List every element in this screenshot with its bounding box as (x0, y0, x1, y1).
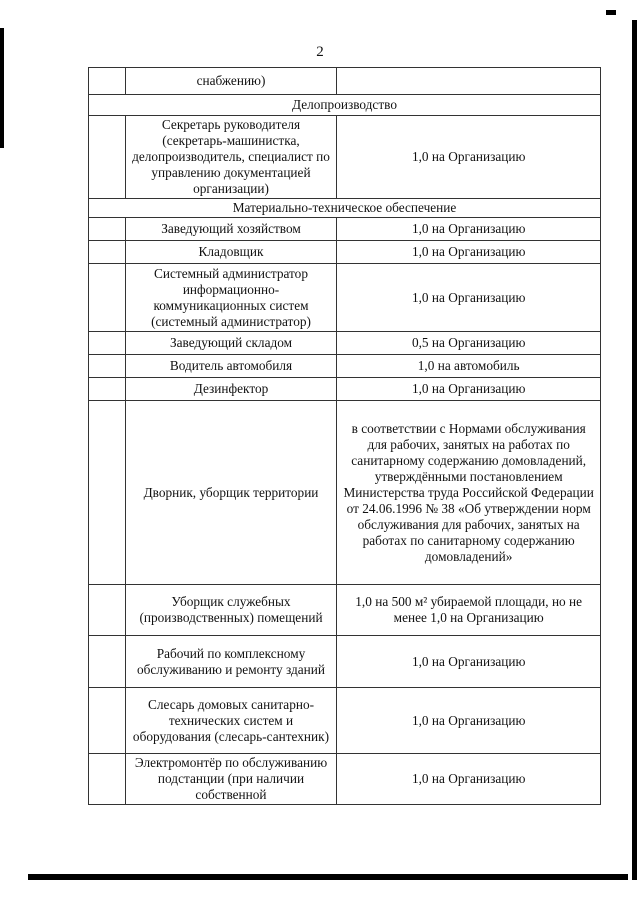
table-row (89, 68, 601, 95)
number-cell (89, 264, 126, 332)
norm-cell: в соответствии с Нормами обслуживания для рабочих, занятых на работах по санитарному содержанию домовладений, утверждёнными постановлением Министерства труда Российской Федерации от 24.06.1996 № 38 «Об утверждении норм обслуживания для рабочих, занятых на работах по санитарному содержанию домовладений» (337, 401, 601, 585)
table-row (89, 116, 601, 199)
number-cell (89, 241, 126, 264)
section-title: Делопроизводство (89, 95, 601, 116)
position-cell: снабжению) (125, 68, 337, 95)
number-cell (89, 401, 126, 585)
norm-cell: 1,0 на Организацию (337, 378, 601, 401)
table-row (89, 241, 601, 264)
norm-cell: 1,0 на Организацию (337, 241, 601, 264)
table-row (89, 754, 601, 805)
table-row (89, 378, 601, 401)
number-cell (89, 585, 126, 636)
table-row (89, 636, 601, 688)
norm-cell: 1,0 на Организацию (337, 116, 601, 199)
table-row (89, 218, 601, 241)
norm-cell: 1,0 на Организацию (337, 264, 601, 332)
position-cell: Уборщик служебных (производственных) помещений (125, 585, 337, 636)
number-cell (89, 332, 126, 355)
number-cell (89, 218, 126, 241)
section-title: Материально-техническое обеспечение (89, 199, 601, 218)
table-row (89, 585, 601, 636)
norm-cell: 1,0 на автомобиль (337, 355, 601, 378)
table-row (89, 688, 601, 754)
position-cell: Системный администратор информационно-коммуникационных систем (системный администратор) (125, 264, 337, 332)
position-cell: Секретарь руководителя (секретарь-машинистка, делопроизводитель, специалист по управлению документацией организации) (125, 116, 337, 199)
section-header-row (89, 95, 601, 116)
norm-cell: 1,0 на Организацию (337, 218, 601, 241)
position-cell: Заведующий хозяйством (125, 218, 337, 241)
position-cell: Водитель автомобиля (125, 355, 337, 378)
table-row (89, 355, 601, 378)
number-cell (89, 355, 126, 378)
norm-cell: 1,0 на 500 м² убираемой площади, но не менее 1,0 на Организацию (337, 585, 601, 636)
scan-edge-mark (606, 10, 616, 15)
number-cell (89, 636, 126, 688)
number-cell (89, 68, 126, 95)
norm-cell: 1,0 на Организацию (337, 754, 601, 805)
table-row (89, 332, 601, 355)
scan-edge-mark (28, 874, 628, 880)
norm-cell (337, 68, 601, 95)
section-header-row (89, 199, 601, 218)
scan-edge-mark (632, 20, 637, 880)
table-row (89, 401, 601, 585)
position-cell: Заведующий складом (125, 332, 337, 355)
norm-cell: 1,0 на Организацию (337, 688, 601, 754)
number-cell (89, 116, 126, 199)
number-cell (89, 754, 126, 805)
staffing-table (88, 67, 601, 805)
table-row (89, 264, 601, 332)
position-cell: Слесарь домовых санитарно-технических систем и оборудования (слесарь-сантехник) (125, 688, 337, 754)
number-cell (89, 378, 126, 401)
position-cell: Электромонтёр по обслуживанию подстанции (при наличии собственной (125, 754, 337, 805)
position-cell: Кладовщик (125, 241, 337, 264)
position-cell: Рабочий по комплексному обслуживанию и ремонту зданий (125, 636, 337, 688)
norm-cell: 1,0 на Организацию (337, 636, 601, 688)
page-number: 2 (316, 44, 324, 60)
position-cell: Дезинфектор (125, 378, 337, 401)
position-cell: Дворник, уборщик территории (125, 401, 337, 585)
norm-cell: 0,5 на Организацию (337, 332, 601, 355)
number-cell (89, 688, 126, 754)
